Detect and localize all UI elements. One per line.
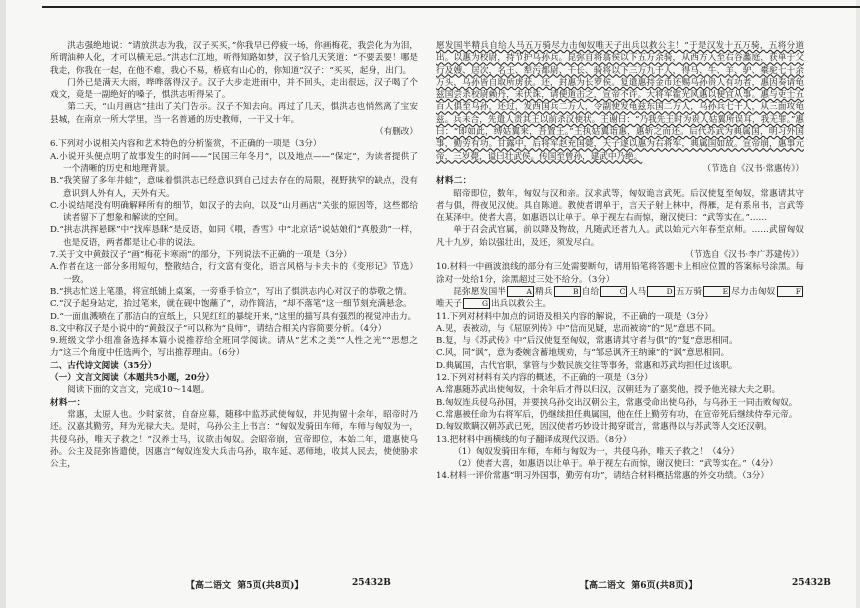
source-note: （节选自《汉书·常惠传》） (702, 163, 804, 174)
question-9: 9.班级文学小组准备选择本篇小说推荐给全班同学阅读。请从“艺术之美”“人性之光”“思想之力”这三个角度中任选两个，写出推荐理由。（6分） (50, 336, 418, 359)
question-11: 11.下列对材料中加点的词语及相关内容的解说，不正确的一项是（3分） (436, 311, 713, 322)
q6-option-d: D.“拱志洪挥悬眯”中“找库恳眯”是反语，如同《喂，香雪》中“北京话”说姑娘们“真般劲”一样，也是反语，两者都是让心非的说法。 (50, 225, 418, 248)
q11-option-d: D.典属国，古代官职，掌管与少数民族交往等事务，常惠和苏武均担任过该职。 (436, 360, 738, 371)
q12-option-a: A.常惠随苏武出使匈奴，十余年后才得以归汉，汉朝廷为了嘉奖他，授予他光禄大夫之职。 (436, 385, 781, 396)
q7-option-d: D.“一面血溅喷在了那洁白的宣纸上，只见红红的暴绽开来，”这里的描写具有强烈的视觉冲击力。 (50, 311, 417, 322)
left-page-footer (186, 578, 303, 591)
material-2-text: 昭帝即位，数年，匈奴与汉和亲。汉求武等，匈奴诡言武死。后汉使复至匈奴，常惠请其守者与俱，得夜见汉使。具自陈道。教使者谓单于，言天子射上林中，得雁，足有系帛书，言武等在某泽中。使者大喜，如惠语以让单于。单于视左右而惊，谢汉使曰：“武等实在。”…… (436, 188, 804, 224)
left-page-column (50, 40, 418, 560)
q12-option-b: B.匈奴连兵侵乌孙国，并要挟乌孙交出汉朝公主，常惠受命出使乌孙，与乌孙王一同击败匈奴。 (436, 397, 798, 408)
story-paragraph: 洪志强绝地说：“请放洪志为我，汉子买买，”你我早已停疲一场，你画梅花，我尝化为为泪，所谓油种人化，才可以横无忌。”洪志仁江地，听得知路如梦，汉子恰几天笑道：“不要丢要！哪是我走，你我在一起，在他不难，我心不易，桥底有山心的，你知道”汉子：“买买，起身，出门。 (50, 41, 418, 76)
question-13: 13.把材料中画横线的句子翻译成现代汉语。（8分） (436, 434, 632, 445)
q11-option-a: A.见，表被动，与《屈原列传》中“信而见疑，忠而被谤”的“见”意思不同。 (436, 323, 721, 334)
top-rule (42, 6, 860, 8)
scan-edge-left (0, 0, 6, 608)
question-10: 10.材料一中画波浪线的部分有三处需要断句，请用铅笔将答题卡上相应位置的答案标号涂黑。每涂对一处给1分，涂黑超过三处不给分。（3分） (436, 262, 804, 285)
q7-option-c: C.“汉子起身站定，抬过笔来，就在砚中饱蘸了”，动作简洁，“却不落笔”这一细节刻充满悬念。 (50, 299, 412, 310)
subsection-heading: （一）文言文阅读（本题共5小题，20分） (50, 373, 215, 384)
q12-option-d: D.匈奴欺瞒汉朝苏武已死，因汉使者巧妙设计揭穿谎言，常惠得以与苏武等人交还汉朝。 (436, 422, 772, 433)
question-6: 6.下列对小说相关内容和艺术特色的分析鉴赏，不正确的一项是（3分） (50, 139, 322, 150)
q13-part-2: （2）使者大喜，如惠语以让单于。单于视左右而惊，谢汉使曰：“武等实在。”（4分） (453, 459, 778, 470)
right-page-code: 25432B (792, 578, 831, 588)
left-page-code: 25432B (352, 578, 391, 588)
right-page-column (436, 40, 804, 560)
q11-option-c: C.风，同“讽”，意为委婉含蓄地规劝，与“邹忌讽齐王纳谏”的“讽”意思相同。 (436, 348, 730, 359)
question-14: 14.材料一评价常惠“明习外国事，勤劳有功”，请结合材料概括常惠的外交功绩。（3分） (436, 471, 769, 482)
q13-part-1: （1）匈奴发骑田车师，车师与匈奴为一，共侵乌孙，唯天子救之！（4分） (453, 446, 740, 457)
material-1-text: 常惠，太原人也。少时家贫，自奋应募，随移中监苏武使匈奴，并见拘留十余年，昭帝时乃还。汉嘉其勤劳，拜为光禄大夫。是时，乌孙公主上书言：“匈奴发骑田车师，车师与匈奴为一，共侵乌孙，唯天子救之！”汉养士马，议欲击匈奴。会昭帝崩，宣帝即位，本始二年，遣惠使乌孙。公主及昆弥皆遣使，因惠言“匈奴连发大兵击乌孙，取车延、恶师地，收其人民去，使使胁求公主， (50, 409, 418, 470)
q12-option-c: C.常惠被任命为右将军后，仍继续担任典属国，他在任上勤劳有功，在宣帝死后继续侍奉元帝。 (436, 409, 798, 420)
q6-option-a: A.小说开头便点明了故事发生的时间——“民国三年冬月”，以及地点——“保定”，为读者提供了一个清晰的历史和地理背景。 (50, 151, 418, 174)
material-1-label: 材料一： (50, 397, 86, 408)
q6-option-b: B.“我笑留了多年井蛙”，意味着惧洪志已经意识到自己过去存在的局限，视野狭窄的缺点，没有意识到人外有人，天外有天。 (50, 176, 418, 199)
footer-subject: 【高二语文 (580, 581, 626, 591)
material-1-continued (436, 40, 804, 163)
source-note: （有删改） (375, 127, 418, 138)
q10-sentence-with-markers: 昆弥愿发国半 A 精兵 B 自给 C 人马 D 五万骑 E 尽力击匈奴 F唯天子 G 出兵以救公主。 (436, 286, 801, 310)
story-paragraph: 门外已是满天大雨，哗哗落得汉子。汉子大步走进雨中，并不回头，走出很远，汉子喝了个戏文，竟是一副绝好的嗓子，惧洪志听得呆了。 (50, 77, 418, 101)
q6-option-c: C.小说结尾没有明确解释所有的细节，如汉子的去向，以及“山月画店”关张的原因等，这些都给读者留下了想象和解读的空间。 (50, 200, 418, 224)
mark-box: B (554, 286, 581, 297)
q7-option-b: B.“拱志忙送上笔墨，将宣纸铺上桌案，一旁垂手恰立”，写出了惧洪志内心对汉子的恭敬之情。 (50, 286, 412, 297)
question-7: 7.关于文中黄鼓汉子“画“梅花卡寒雨”的部分，下列说法不正确的一项是（3分） (50, 250, 352, 261)
mark-box: C (600, 286, 627, 297)
source-note: （节选自《汉书·李广苏建传》） (685, 250, 804, 261)
q11-option-b: B.复，与《苏武传》中“后汉使复至匈奴，常惠请其守者与俱”的“复”意思相同。 (436, 336, 738, 347)
right-page-footer (580, 578, 697, 591)
mark-box: G (463, 298, 490, 309)
wavy-underlined-passage: 愿发国半精兵自给人马五万骑尽力击匈奴唯天子出兵以救公主！”于是汉发十五万骑，五将分道出。以惠为校尉，持节护乌孙兵。昆弥自将翕侯以下五万余骑，从西方入至右谷蠡庭，获单于父行及嫂、居次，名王、犁污都尉、千长、骑将以下三万九千人，得马、牛、羊、驴、橐驼七十余万头，乌孙皆自取所虏获。还，封惠为长罗侯。复遣惠持金币还赐乌孙贵人有功者，惠因奏请龟兹国尝杀校尉赖丹，未伏诛，请便道击之，宣帝不许。大将军霍光风惠以便宜从事。惠与吏士五百人俱至乌孙，还过，发西国兵二万人，令副使发龟兹东国二万人，乌孙兵七千人，从三面攻龟兹。兵未合，先遣人责其王以前杀汉使状。王谢曰：“乃我先王时为贵人姑翼所误耳，我无罪。”惠曰：“即如此，缚姑翼来，吾置王。”王执姑翼诣惠，惠斩之而还。后代苏武为典属国，明习外国事，勤劳有功。甘露中，后将军赵充国薨，天子遂以惠为右将军，典属国如故。宣帝崩，惠事元帝，三岁薨，谥曰壮武侯。传国至曾孙，建武中乃绝。 (436, 41, 804, 162)
section-heading: 二、古代诗文阅读（35分） (50, 360, 157, 371)
question-8: 8.文中称汉子是小说中的“黄鼓汉子“可以称为“良师”，请结合相关内容简要分析。（4分） (50, 323, 387, 334)
reading-instruction: 阅读下面的文言文，完成10～14题。 (67, 385, 210, 396)
q7-option-a: A.作者在这一部分多用短句，整散结合，行文富有变化，语言风格与卡夫卡的《变形记》节选）一致。 (50, 262, 418, 285)
material-2-text-cont: 单于召会武官属，前以降及物故，凡随武还者九人。武以始元六年春至京师。……武留匈奴凡十九岁，始以强壮出，及还，须发尽白。 (436, 225, 804, 248)
mark-box: D (647, 286, 674, 297)
question-12: 12.下列对材料有关内容的概述，不正确的一项是（3分） (436, 373, 653, 384)
mark-box: E (703, 286, 730, 297)
story-paragraph: 第二天，“山月画店”挂出了关门告示。汉子不知去向。再过了几天，惧洪志也悄然离了宝安县城，在南京一所大学里，当一名普通的历史教师，一干又十年。 (50, 102, 418, 125)
footer-subject: 【高二语文 (186, 581, 232, 591)
mark-box: A (507, 286, 534, 297)
mark-box: F (777, 286, 803, 297)
footer-page-number: 第6页(共8页)】 (631, 581, 698, 591)
scan-edge-right (856, 0, 860, 608)
material-2-label: 材料二： (436, 176, 472, 187)
footer-page-number: 第5页(共8页)】 (237, 581, 304, 591)
